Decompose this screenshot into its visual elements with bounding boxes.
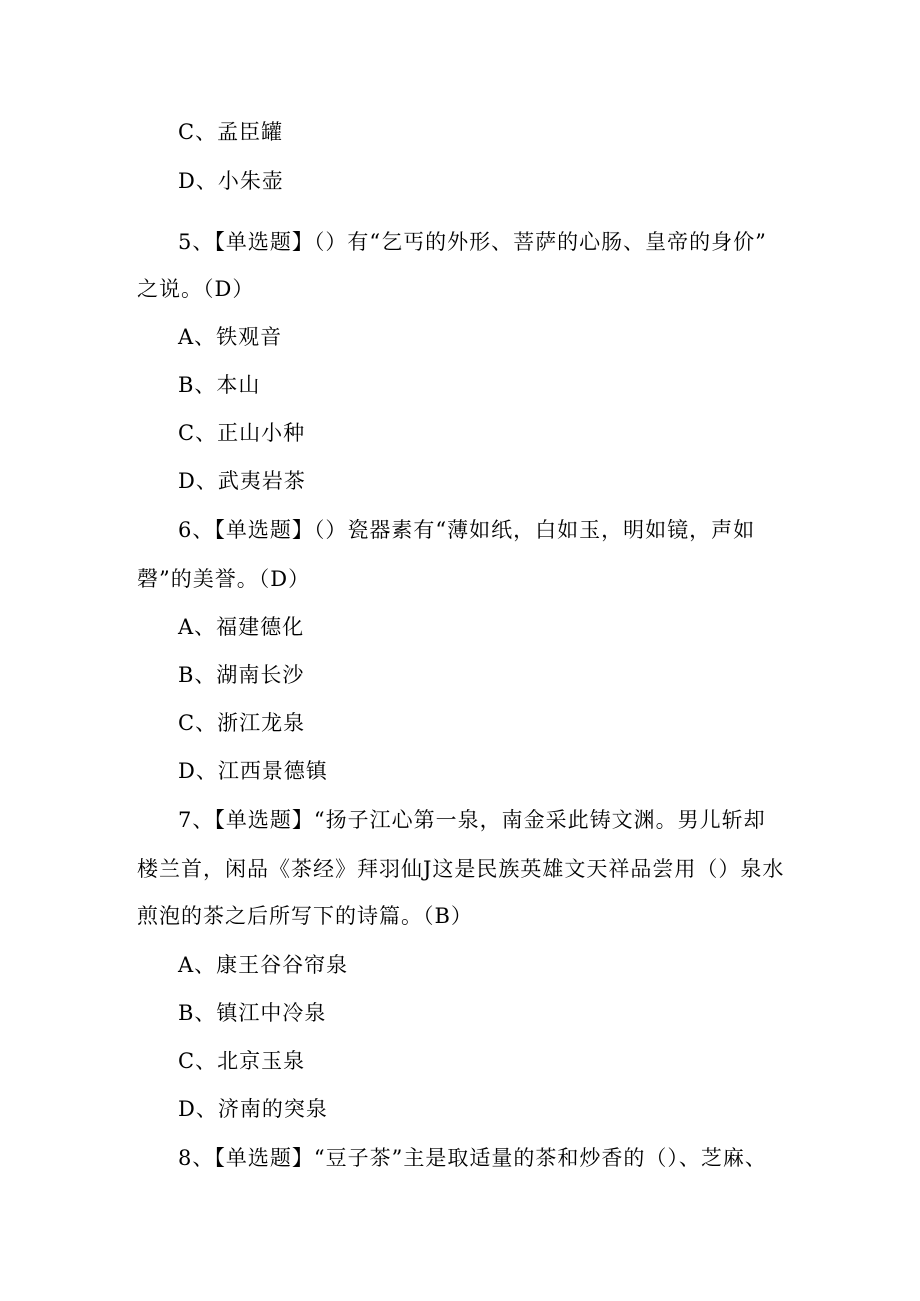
question-7-option-c: C、北京玉泉 <box>178 1049 306 1073</box>
question-5-option-d: D、武夷岩茶 <box>178 469 306 493</box>
question-6-line-1: 6、【单选题】（）瓷器素有“薄如纸，白如玉，明如镜，声如 <box>178 518 756 542</box>
question-7-option-a: A、康王谷谷帘泉 <box>178 953 349 977</box>
question-6-option-d: D、江西景德镇 <box>178 759 328 783</box>
question-5-option-c: C、正山小种 <box>178 421 306 445</box>
question-5-option-b: B、本山 <box>178 373 261 397</box>
question-5-option-a: A、铁观音 <box>178 325 283 349</box>
question-8-line-1: 8、【单选题】“豆子茶”主是取适量的茶和炒香的（）、芝麻、 <box>178 1146 767 1170</box>
question-5-line-1: 5、【单选题】（）有“乞丐的外形、菩萨的心肠、皇帝的身价” <box>178 230 767 254</box>
question-5-line-2: 之说。（D） <box>137 277 255 301</box>
question-7-line-1: 7、【单选题】“扬子江心第一泉，南金采此铸文渊。男儿斩却 <box>178 808 766 832</box>
question-7-option-d: D、济南的突泉 <box>178 1097 328 1121</box>
question-6-option-c: C、浙江龙泉 <box>178 711 306 735</box>
prev-option-c: C、孟臣罐 <box>178 120 284 144</box>
question-7-line-2: 楼兰首，闲品《茶经》拜羽仙J这是民族英雄文天祥品尝用（）泉水 <box>137 857 785 881</box>
question-7-line-3: 煎泡的茶之后所写下的诗篇。（B） <box>137 904 473 928</box>
question-6-option-a: A、福建德化 <box>178 615 305 639</box>
question-6-line-2: 磬”的美誉。（D） <box>137 567 311 591</box>
question-7-option-b: B、镇江中冷泉 <box>178 1001 327 1025</box>
question-6-option-b: B、湖南长沙 <box>178 663 305 687</box>
prev-option-d: D、小朱壶 <box>178 169 284 193</box>
